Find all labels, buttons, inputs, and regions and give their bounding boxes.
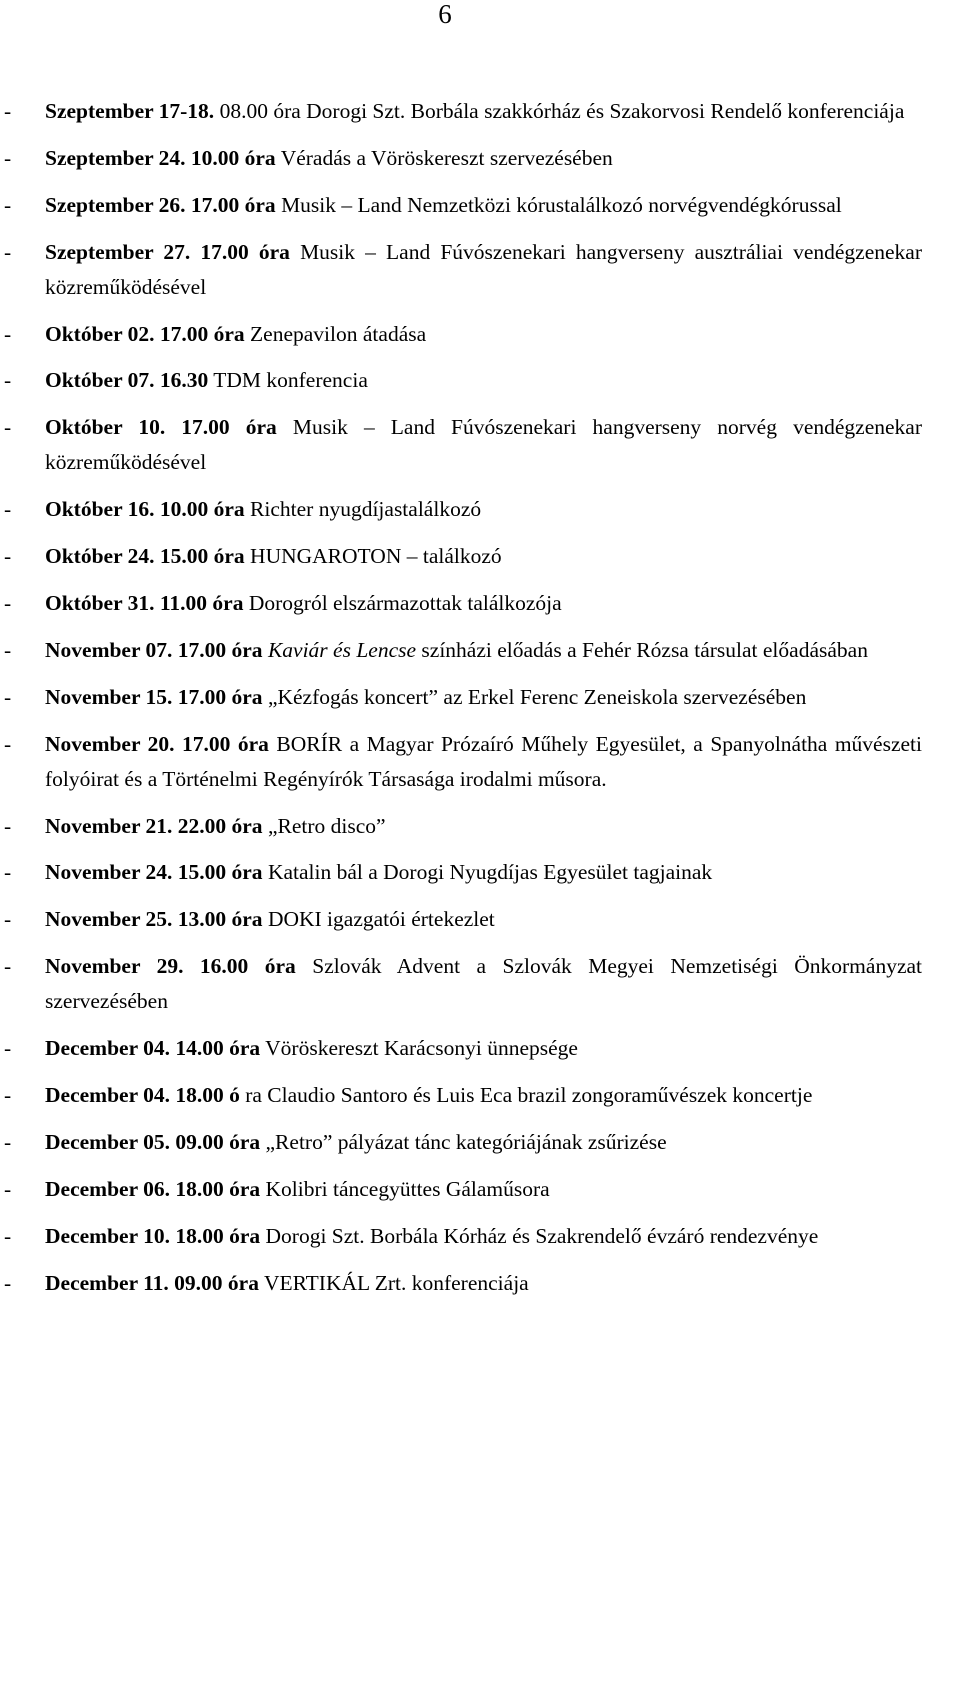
event-date: November 20. 17.00 óra bbox=[45, 731, 269, 756]
list-dash: - bbox=[4, 591, 12, 616]
event-date: Október 24. 15.00 óra bbox=[45, 544, 245, 569]
event-item bbox=[0, 1219, 922, 1254]
list-dash: - bbox=[4, 1176, 12, 1201]
page-number: 6 bbox=[438, 0, 452, 29]
event-date: November 25. 13.00 óra bbox=[45, 907, 263, 932]
list-dash: - bbox=[4, 907, 12, 932]
event-item bbox=[0, 902, 922, 937]
event-date: December 05. 09.00 óra bbox=[45, 1129, 261, 1154]
list-dash: - bbox=[4, 497, 12, 522]
event-description: VERTIKÁL Zrt. konferenciája bbox=[263, 1270, 529, 1295]
event-date: Október 31. 11.00 óra bbox=[45, 591, 244, 616]
event-item bbox=[0, 492, 922, 527]
event-date: December 06. 18.00 óra bbox=[45, 1176, 261, 1201]
event-item bbox=[0, 727, 922, 797]
event-item bbox=[0, 539, 922, 574]
event-date: November 24. 15.00 óra bbox=[45, 860, 263, 885]
list-dash: - bbox=[4, 954, 12, 979]
event-description: Dorogról elszármazottak találkozója bbox=[248, 591, 562, 616]
list-dash: - bbox=[4, 1036, 12, 1061]
event-item bbox=[0, 410, 922, 480]
event-item bbox=[0, 1266, 922, 1301]
event-item bbox=[0, 949, 922, 1019]
list-dash: - bbox=[4, 731, 12, 756]
event-description: Katalin bál a Dorogi Nyugdíjas Egyesület tagjainak bbox=[267, 860, 713, 885]
event-date: November 29. 16.00 óra bbox=[45, 954, 296, 979]
list-dash: - bbox=[4, 192, 12, 217]
event-description: DOKI igazgatói értekezlet bbox=[267, 907, 495, 932]
event-list bbox=[0, 94, 922, 1312]
event-description: „Kézfogás koncert” az Erkel Ferenc Zeneiskola szervezésében bbox=[267, 684, 807, 709]
event-description: Szlovák Advent a Szlovák Megyei Nemzetiségi Önkormányzat szervezésében bbox=[45, 954, 923, 1014]
list-dash: - bbox=[4, 544, 12, 569]
event-date: Október 10. 17.00 óra bbox=[45, 415, 277, 440]
event-item bbox=[0, 141, 922, 176]
event-item bbox=[0, 855, 922, 890]
event-description: HUNGAROTON – találkozó bbox=[250, 544, 502, 569]
event-item bbox=[0, 1125, 922, 1160]
event-description: TDM konferencia bbox=[213, 368, 368, 393]
event-item bbox=[0, 188, 922, 223]
event-date: Október 16. 10.00 óra bbox=[45, 497, 245, 522]
event-title-italic: Kaviár és Lencse bbox=[267, 637, 417, 662]
event-date: Október 02. 17.00 óra bbox=[45, 321, 245, 346]
event-item bbox=[0, 1172, 922, 1207]
event-description: „Retro” pályázat tánc kategóriájának zsűrizése bbox=[265, 1129, 667, 1154]
event-date: November 21. 22.00 óra bbox=[45, 813, 263, 838]
list-dash: - bbox=[4, 321, 12, 346]
list-dash: - bbox=[4, 1223, 12, 1248]
event-item bbox=[0, 633, 922, 668]
event-description: színházi előadás a Fehér Rózsa társulat előadásában bbox=[421, 637, 868, 662]
event-description: ra Claudio Santoro és Luis Eca brazil zongoraművészek koncertje bbox=[245, 1083, 813, 1108]
event-item bbox=[0, 1078, 922, 1113]
event-description: Kolibri táncegyüttes Gálaműsora bbox=[265, 1176, 550, 1201]
event-description: Musik – Land Fúvószenekari hangverseny norvég vendégzenekar közreműködésével bbox=[45, 415, 922, 475]
list-dash: - bbox=[4, 99, 12, 123]
event-description: Dorogi Szt. Borbála Kórház és Szakrendelő évzáró rendezvénye bbox=[265, 1223, 819, 1248]
event-date: Október 07. 16.30 bbox=[45, 368, 209, 393]
event-description: „Retro disco” bbox=[267, 813, 386, 838]
list-dash: - bbox=[4, 1129, 12, 1154]
list-dash: - bbox=[4, 1083, 12, 1108]
event-item bbox=[0, 363, 922, 398]
event-date: December 11. 09.00 óra bbox=[45, 1270, 259, 1295]
event-description: Véradás a Vöröskereszt szervezésében bbox=[280, 145, 613, 170]
event-date: Szeptember 24. 10.00 óra bbox=[45, 145, 276, 170]
list-dash: - bbox=[4, 239, 12, 264]
event-date: December 04. 14.00 óra bbox=[45, 1036, 261, 1061]
list-dash: - bbox=[4, 637, 12, 662]
event-item bbox=[0, 680, 922, 715]
event-description: BORÍR a Magyar Prózaíró Műhely Egyesület, a Spanyolnátha művészeti folyóirat és a Történelmi Regényírók Társasága irodalmi műsora. bbox=[45, 731, 923, 791]
list-dash: - bbox=[4, 860, 12, 885]
list-dash: - bbox=[4, 368, 12, 393]
event-date: November 15. 17.00 óra bbox=[45, 684, 263, 709]
event-description: 08.00 óra Dorogi Szt. Borbála szakkórház és Szakorvosi Rendelő konferenciája bbox=[219, 99, 905, 123]
event-description: Zenepavilon átadása bbox=[250, 321, 427, 346]
event-item bbox=[0, 1031, 922, 1066]
event-date: December 04. 18.00 ó bbox=[45, 1083, 240, 1108]
event-item bbox=[0, 586, 922, 621]
list-dash: - bbox=[4, 1270, 12, 1295]
event-item bbox=[0, 235, 922, 305]
event-description: Musik – Land Fúvószenekari hangverseny ausztráliai vendégzenekar közreműködésével bbox=[45, 239, 922, 299]
event-date: Szeptember 27. 17.00 óra bbox=[45, 239, 290, 264]
event-date: November 07. 17.00 óra bbox=[45, 637, 263, 662]
event-item bbox=[0, 317, 922, 352]
list-dash: - bbox=[4, 813, 12, 838]
event-description: Musik – Land Nemzetközi kórustalálkozó norvégvendégkórussal bbox=[281, 192, 842, 217]
list-dash: - bbox=[4, 145, 12, 170]
event-item bbox=[0, 94, 922, 129]
event-date: December 10. 18.00 óra bbox=[45, 1223, 261, 1248]
event-description: Richter nyugdíjastalálkozó bbox=[250, 497, 482, 522]
event-date: Szeptember 26. 17.00 óra bbox=[45, 192, 276, 217]
event-date: Szeptember 17-18. bbox=[45, 99, 215, 123]
event-item bbox=[0, 809, 922, 844]
list-dash: - bbox=[4, 415, 12, 440]
event-description: Vöröskereszt Karácsonyi ünnepsége bbox=[265, 1036, 578, 1061]
list-dash: - bbox=[4, 684, 12, 709]
